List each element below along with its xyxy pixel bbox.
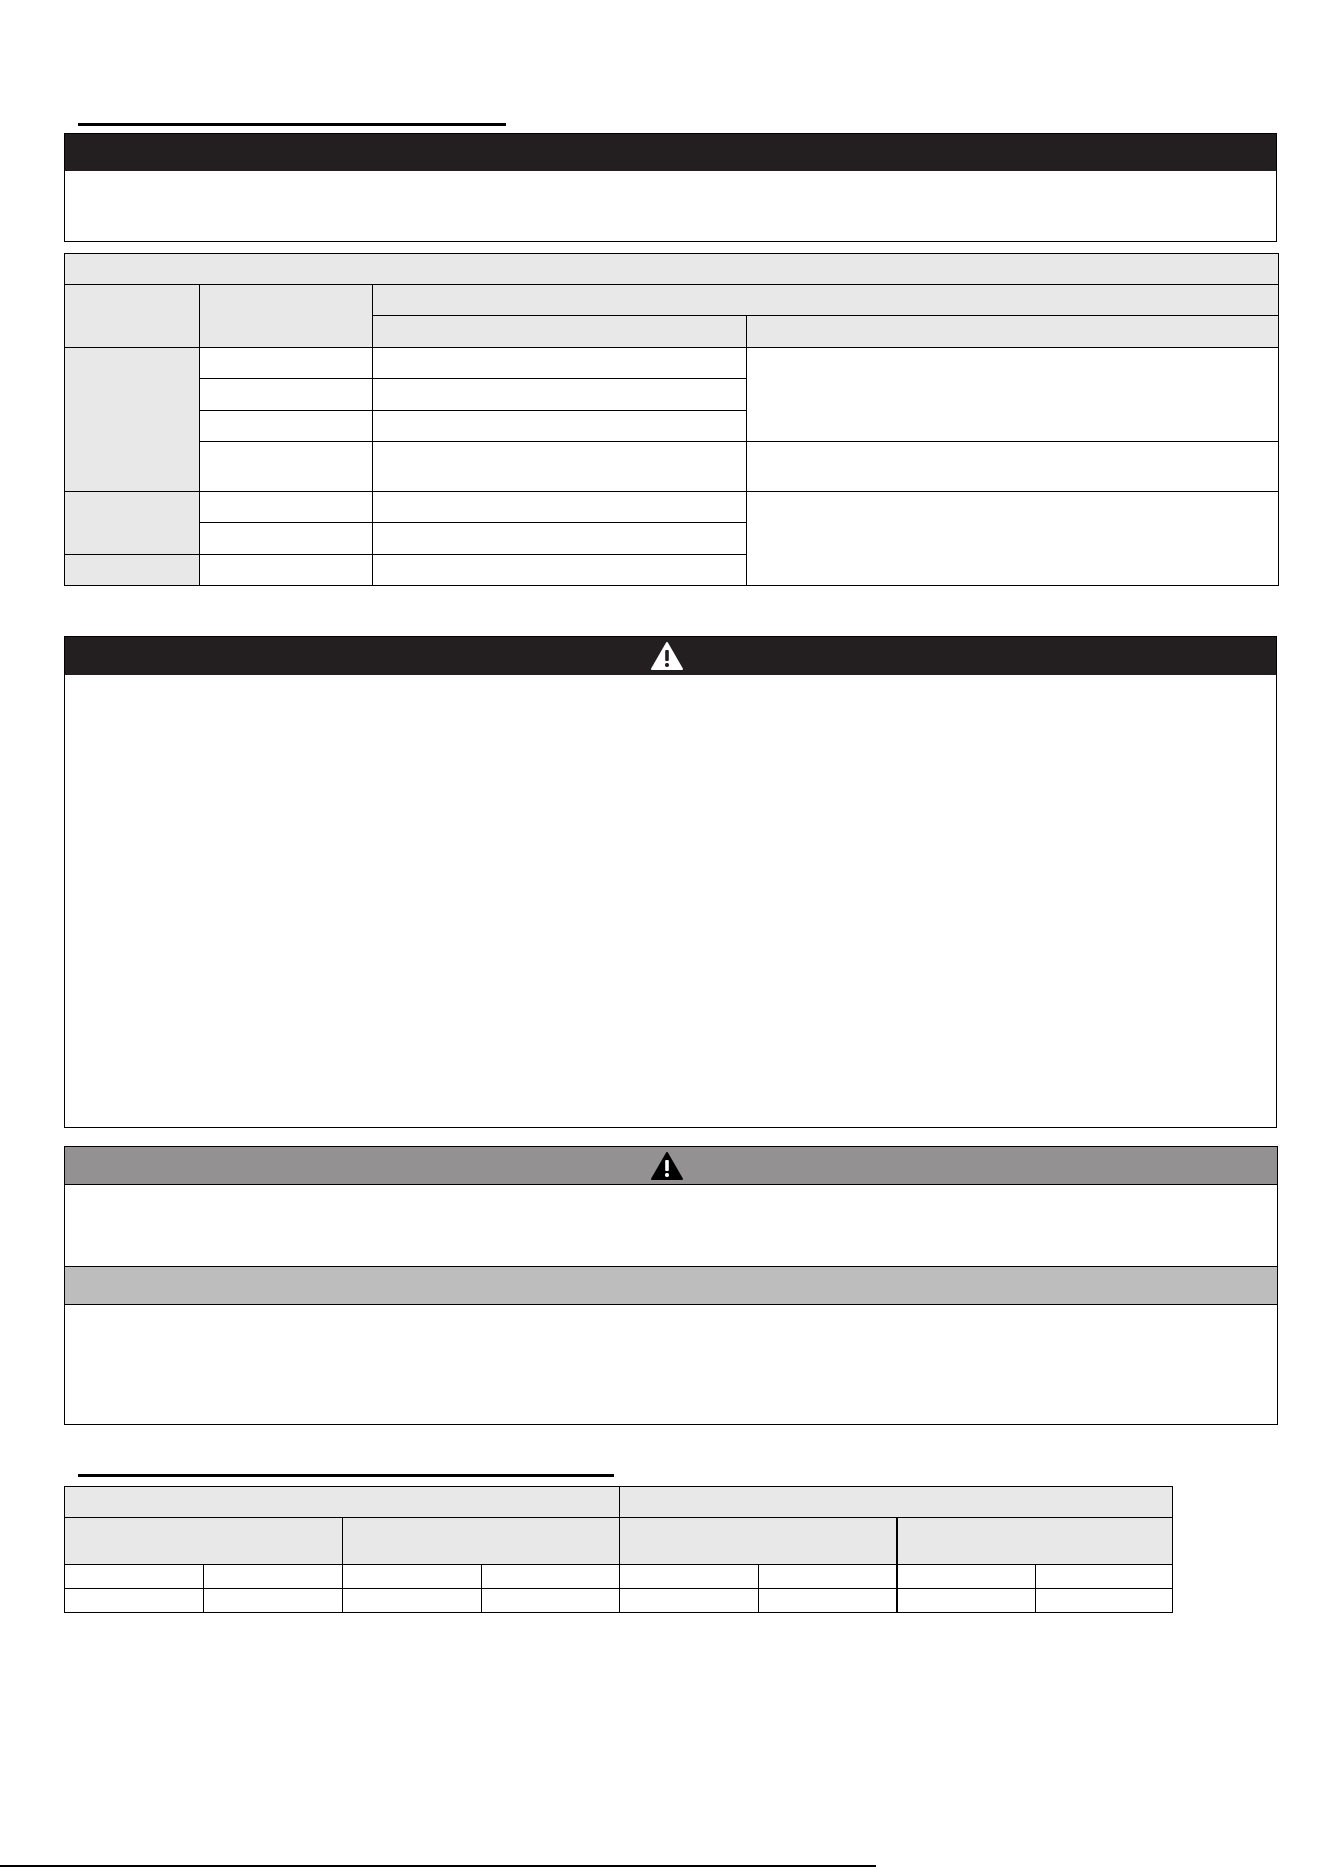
bottom-table-cell bbox=[343, 1565, 482, 1589]
spec-cell-item bbox=[200, 379, 373, 411]
section-1-heading bbox=[78, 96, 506, 122]
spec-cell-note bbox=[747, 492, 1279, 586]
bottom-table-mid-header bbox=[897, 1518, 1173, 1565]
caution-box bbox=[64, 1146, 1278, 1425]
spec-cell-item bbox=[200, 492, 373, 523]
spec-col-header-1 bbox=[65, 285, 200, 348]
spec-cell-note bbox=[747, 442, 1279, 492]
bottom-table-cell bbox=[204, 1589, 343, 1613]
warning-box bbox=[64, 636, 1277, 1128]
spec-col-header-2 bbox=[200, 285, 373, 348]
spec-cell-item bbox=[200, 523, 373, 555]
bottom-table-cell bbox=[620, 1565, 759, 1589]
spec-col-subheader-2 bbox=[747, 316, 1279, 348]
spec-col-subheader-1 bbox=[373, 316, 747, 348]
spec-row-group-3 bbox=[65, 555, 200, 586]
bottom-table-top-header bbox=[65, 1487, 620, 1518]
spec-cell-value bbox=[373, 379, 747, 411]
section-1-heading-underline bbox=[78, 123, 506, 126]
bottom-table-mid-header bbox=[65, 1518, 343, 1565]
notice-box-title-bar bbox=[65, 134, 1276, 171]
caution-box-subheader bbox=[65, 1266, 1277, 1305]
bottom-table-cell bbox=[620, 1589, 759, 1613]
spec-table-caption bbox=[65, 254, 1279, 285]
bottom-table-mid-header bbox=[620, 1518, 897, 1565]
warning-triangle-icon bbox=[650, 641, 684, 671]
bottom-table-cell bbox=[343, 1589, 482, 1613]
caution-box-title-bar bbox=[65, 1147, 1277, 1185]
bottom-table bbox=[64, 1486, 1173, 1613]
spec-cell-value bbox=[373, 523, 747, 555]
spec-cell-item bbox=[200, 555, 373, 586]
spec-cell-value bbox=[373, 411, 747, 442]
spec-table bbox=[64, 253, 1279, 586]
spec-col-header-group bbox=[373, 285, 1279, 316]
spec-cell-value bbox=[373, 442, 747, 492]
bottom-table-cell bbox=[482, 1565, 620, 1589]
bottom-table-cell bbox=[1036, 1565, 1173, 1589]
bottom-table-cell bbox=[1036, 1589, 1173, 1613]
spec-cell-item bbox=[200, 348, 373, 379]
spec-cell-note bbox=[747, 348, 1279, 442]
bottom-table-cell bbox=[759, 1565, 897, 1589]
warning-box-title-bar bbox=[65, 637, 1276, 675]
bottom-table-cell bbox=[65, 1565, 204, 1589]
bottom-table-cell bbox=[204, 1565, 343, 1589]
footer-text bbox=[880, 1860, 990, 1872]
bottom-table-cell bbox=[897, 1589, 1036, 1613]
spec-row-group-1 bbox=[65, 348, 200, 492]
section-2-heading-underline bbox=[78, 1474, 614, 1477]
notice-box bbox=[64, 133, 1277, 242]
spec-cell-value bbox=[373, 348, 747, 379]
spec-cell-value bbox=[373, 492, 747, 523]
spec-cell-item bbox=[200, 442, 373, 492]
section-2-heading bbox=[78, 1448, 614, 1474]
spec-cell-value bbox=[373, 555, 747, 586]
spec-row-group-2 bbox=[65, 492, 200, 555]
bottom-table-cell bbox=[482, 1589, 620, 1613]
spec-cell-item bbox=[200, 411, 373, 442]
footer-rule bbox=[0, 1865, 876, 1867]
warning-triangle-icon bbox=[650, 1151, 684, 1181]
bottom-table-cell bbox=[759, 1589, 897, 1613]
bottom-table-top-header bbox=[620, 1487, 1173, 1518]
bottom-table-cell bbox=[65, 1589, 204, 1613]
bottom-table-cell bbox=[897, 1565, 1036, 1589]
bottom-table-mid-header bbox=[343, 1518, 620, 1565]
